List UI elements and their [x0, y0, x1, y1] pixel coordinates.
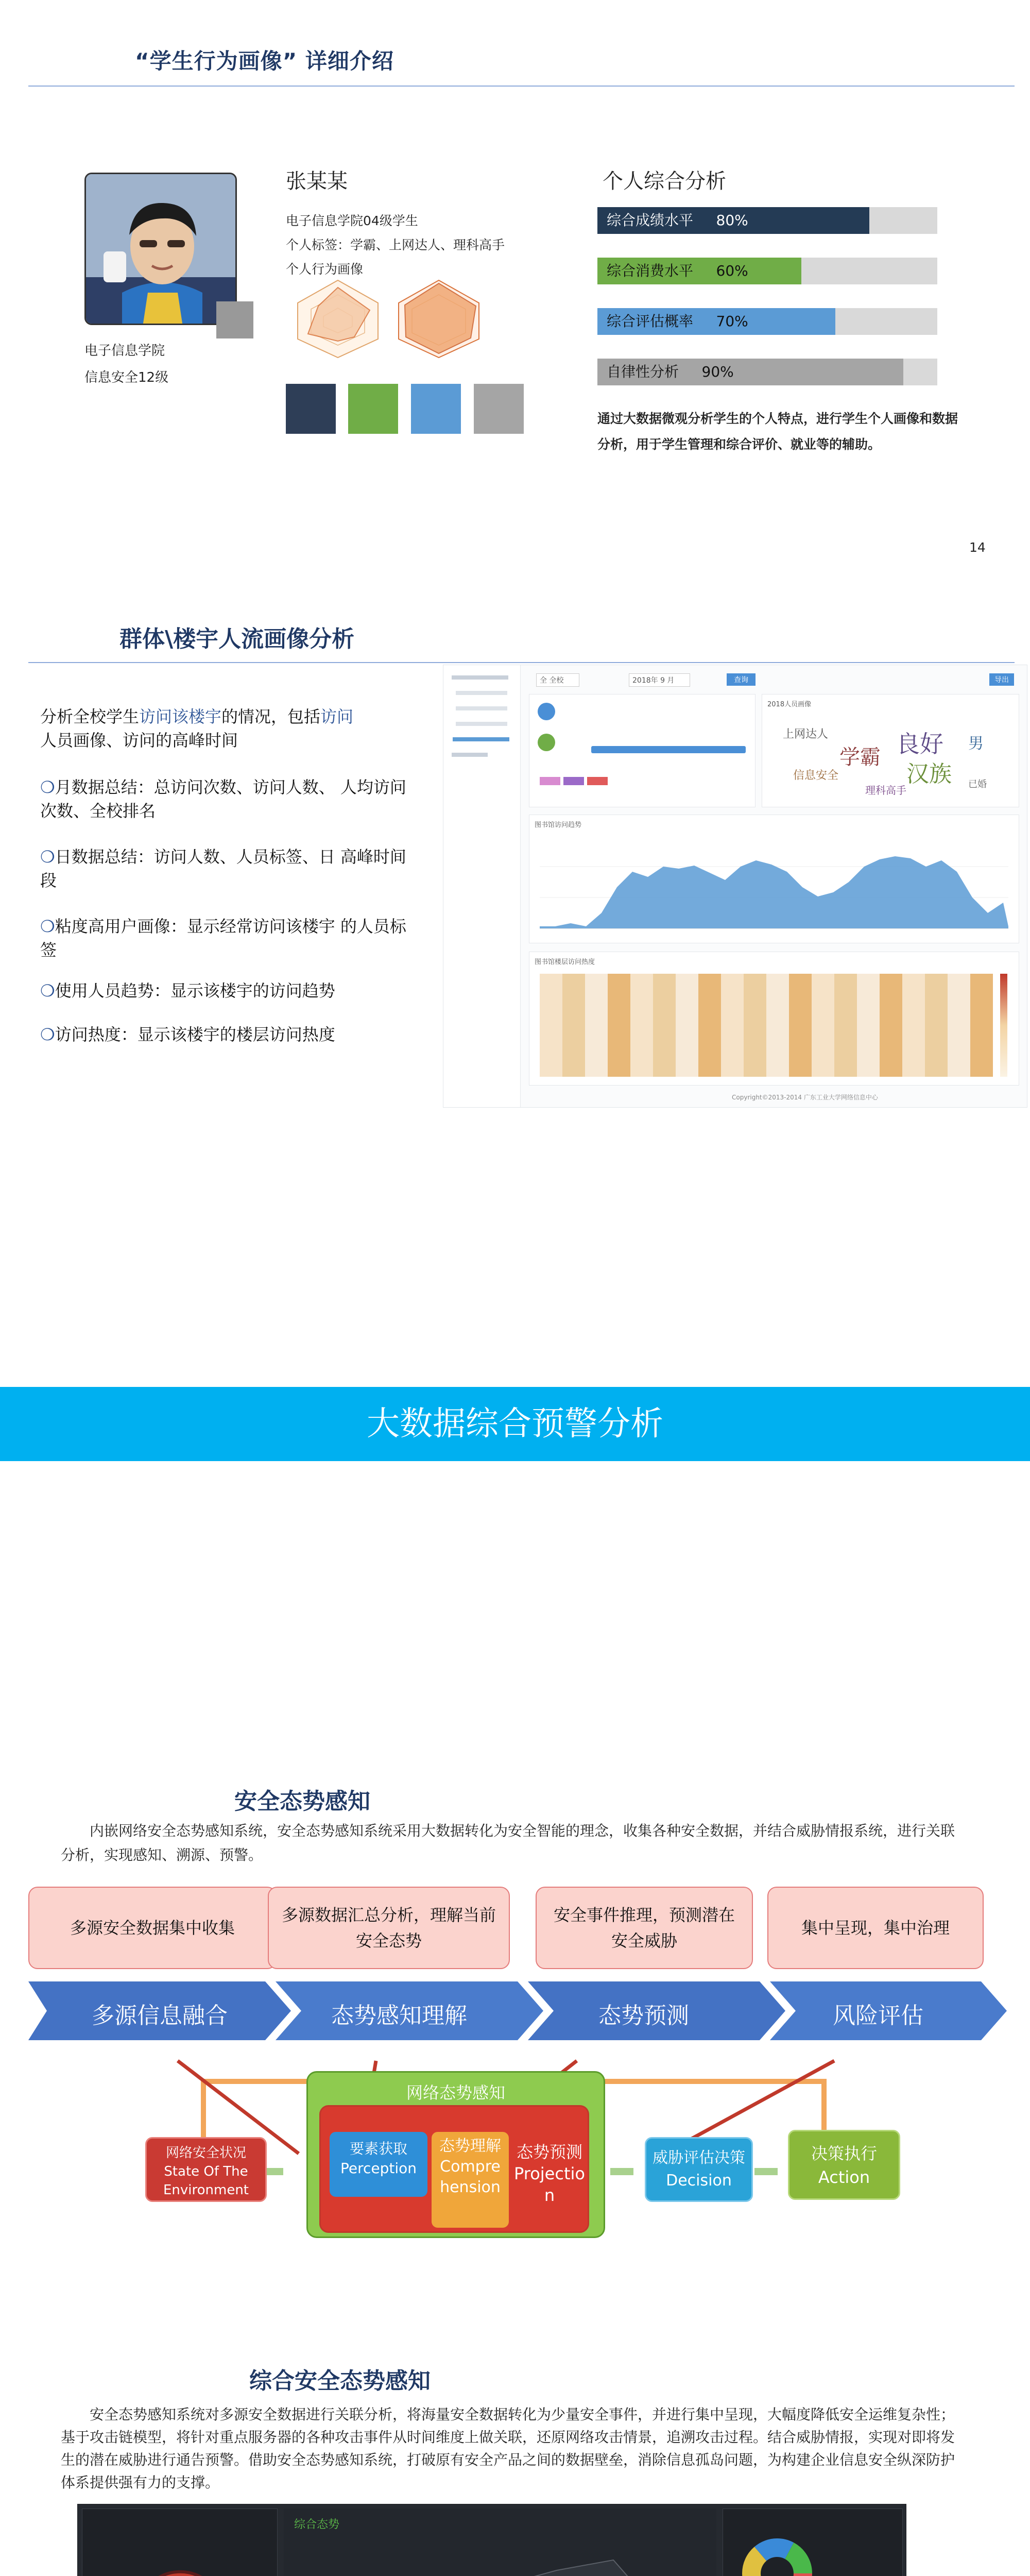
cloud-word: 学霸 [839, 745, 881, 769]
title-rule [28, 86, 1015, 87]
gauge-panel [82, 2509, 278, 2576]
env-box: 网络安全状况 State Of The Environment [145, 2137, 267, 2202]
situation-paragraph: 内嵌网络安全态势感知系统，安全态势感知系统采用大数据转化为安全智能的理念，收集各种安全数据，并结合威胁情报系统，进行关联分析，实现感知、溯源、预警。 [61, 1822, 955, 1863]
comprehension-box: 态势理解 Comprehension [432, 2132, 509, 2228]
cloud-word: 上网达人 [783, 728, 829, 741]
query-button[interactable]: 查询 [727, 673, 756, 686]
analysis-bar [597, 207, 937, 234]
dashboard-toolbar [526, 670, 1020, 688]
group-title: 群体\楼宇人流画像分析 [119, 626, 355, 652]
comprehensive-paragraph: 安全态势感知系统对多源安全数据进行关联分析，将海量安全数据转化为少量安全事件，并进行集中呈现，大幅度降低安全运维复杂性；基于攻击链模型，将针对重点服务器的各种攻击事件从时间维度上做关联，还原网络攻击情景，追溯攻击过程。结合威胁情报，实现对即将发生的潜在威胁进行通告预警。借助安全态势感知系统，打破原有安全产品之间的数据壁垒，消除信息孤岛问题，为构建企业信息安全纵深防护体系提供强有力的支撑。 [61, 2406, 955, 2491]
stage-label: 多源信息融合 [92, 2003, 228, 2029]
bullet-item: ❍日数据总结：访问人数、人员标签、日 高峰时间段 [40, 847, 406, 890]
china-map [315, 2539, 685, 2576]
situation-screen [77, 2504, 906, 2576]
info-line: 电子信息学院04级学生 [286, 213, 418, 228]
goal-box: 安全事件推理，预测潜在安全威胁 [536, 1887, 753, 1969]
radar-chart-left [293, 277, 383, 361]
nav-item[interactable] [456, 722, 507, 726]
stage-label: 态势感知理解 [331, 2003, 467, 2029]
speed-gauge [113, 2540, 247, 2576]
color-swatch [474, 384, 524, 434]
user-icon [538, 703, 555, 720]
analysis-bar [597, 258, 937, 284]
nav-item[interactable] [452, 753, 488, 757]
map-title: 综合态势 [294, 2518, 340, 2531]
situation-title: 安全态势感知 [234, 1788, 370, 1815]
info-line: 个人行为画像 [286, 262, 364, 277]
goal-box: 集中呈现，集中治理 [767, 1887, 984, 1969]
analysis-bar-label: 自律性分析 90% [607, 363, 734, 380]
goal-box: 多源数据汇总分析，理解当前安全态势 [268, 1887, 510, 1969]
cloud-word: 男 [968, 735, 984, 753]
time-icon [538, 734, 555, 751]
radar-chart-right [393, 277, 484, 361]
bullet-item: ❍月数据总结：总访问次数、访问人数、 人均访问次数、全校排名 [40, 777, 406, 821]
dashboard-sidebar [443, 665, 521, 1107]
photo-corner-block [216, 301, 253, 338]
tag-chip [587, 777, 608, 785]
map-panel [284, 2509, 716, 2576]
cloud-word: 信息安全 [793, 769, 839, 782]
month-select[interactable]: 2018年 9 月 [629, 673, 690, 687]
wordcloud-title: 2018人员画像 [767, 701, 812, 708]
trend-card [529, 815, 1019, 943]
analysis-bar [597, 359, 937, 385]
section-banner: 大数据综合预警分析 [0, 1387, 1030, 1461]
summary-card [529, 694, 756, 807]
donut-chart [739, 2535, 816, 2576]
color-swatch [348, 384, 398, 434]
bullet-item: ❍使用人员趋势：显示该楼宇的访问趋势 [40, 981, 335, 1001]
nav-item[interactable] [456, 706, 507, 710]
tag-chip [563, 777, 584, 785]
student-info [286, 209, 505, 281]
analysis-title: 个人综合分析 [603, 170, 726, 193]
cloud-word: 已婚 [968, 779, 987, 790]
trend-area-chart [540, 836, 1008, 934]
analysis-bar-label: 综合成绩水平 80% [607, 212, 748, 229]
analysis-bar-label: 综合评估概率 70% [607, 313, 748, 330]
cloud-word: 理科高手 [865, 784, 906, 796]
student-photo [84, 173, 237, 325]
heatmap-title: 图书馆楼层访问热度 [535, 958, 595, 966]
color-swatch [286, 384, 336, 434]
stage-label: 风险评估 [833, 2003, 923, 2029]
tag-chip [540, 777, 560, 785]
trend-title: 图书馆访问趋势 [535, 821, 582, 829]
goal-box: 多源安全数据集中收集 [28, 1887, 277, 1969]
cloud-word: 汉族 [906, 761, 952, 787]
analysis-text: 通过大数据微观分析学生的个人特点，进行学生个人画像和数据分析，用于学生管理和综合评价、就业等的辅助。 [597, 411, 958, 452]
projection-box: 态势预测 Projection [514, 2142, 585, 2205]
export-button[interactable]: 导出 [989, 673, 1014, 686]
group-intro: 分析全校学生访问该楼宇的情况，包括访问 人员画像、访问的高峰时间 [40, 707, 354, 750]
dept-line: 信息安全12级 [84, 370, 169, 385]
action-box: 决策执行 Action [788, 2130, 900, 2200]
analytics-dashboard [443, 665, 1027, 1108]
decision-box: 威胁评估决策Decision [645, 2137, 753, 2202]
dashboard-footer: Copyright©2013-2014 广东工业大学网络信息中心 [732, 1094, 878, 1101]
cloud-word: 良好 [896, 730, 943, 758]
profile-title: “学生行为画像” 详细介绍 [135, 48, 394, 74]
heatmap-legend [1000, 974, 1007, 1077]
info-line: 个人标签：学霸、上网达人、理科高手 [286, 238, 505, 252]
heatmap-card [529, 952, 1019, 1086]
summary-progress [591, 746, 746, 753]
heatmap-grid [540, 974, 993, 1077]
perception-box: 要素获取 Perception [330, 2132, 427, 2197]
student-department [84, 337, 168, 391]
color-swatch [411, 384, 461, 434]
page-number: 14 [969, 540, 986, 555]
comprehensive-title: 综合安全态势感知 [249, 2368, 431, 2394]
stage-label: 态势预测 [598, 2003, 689, 2029]
title-rule [28, 662, 1015, 663]
student-name: 张某某 [286, 170, 348, 193]
wordcloud-card [762, 694, 1019, 807]
nav-item[interactable] [456, 691, 507, 695]
dept-line: 电子信息学院 [84, 343, 165, 359]
core-title: 网络态势感知 [406, 2083, 505, 2103]
analysis-bar-label: 综合消费水平 60% [607, 262, 748, 279]
donut-panel [723, 2509, 903, 2576]
nav-item-active[interactable] [453, 737, 509, 741]
bullet-item: ❍粘度高用户画像：显示经常访问该楼宇 的人员标签 [40, 917, 406, 960]
analysis-bar [597, 308, 937, 335]
bullet-item: ❍访问热度：显示该楼宇的楼层访问热度 [40, 1025, 335, 1044]
scope-select[interactable]: 全 全校 [536, 673, 579, 687]
nav-item[interactable] [452, 675, 508, 680]
